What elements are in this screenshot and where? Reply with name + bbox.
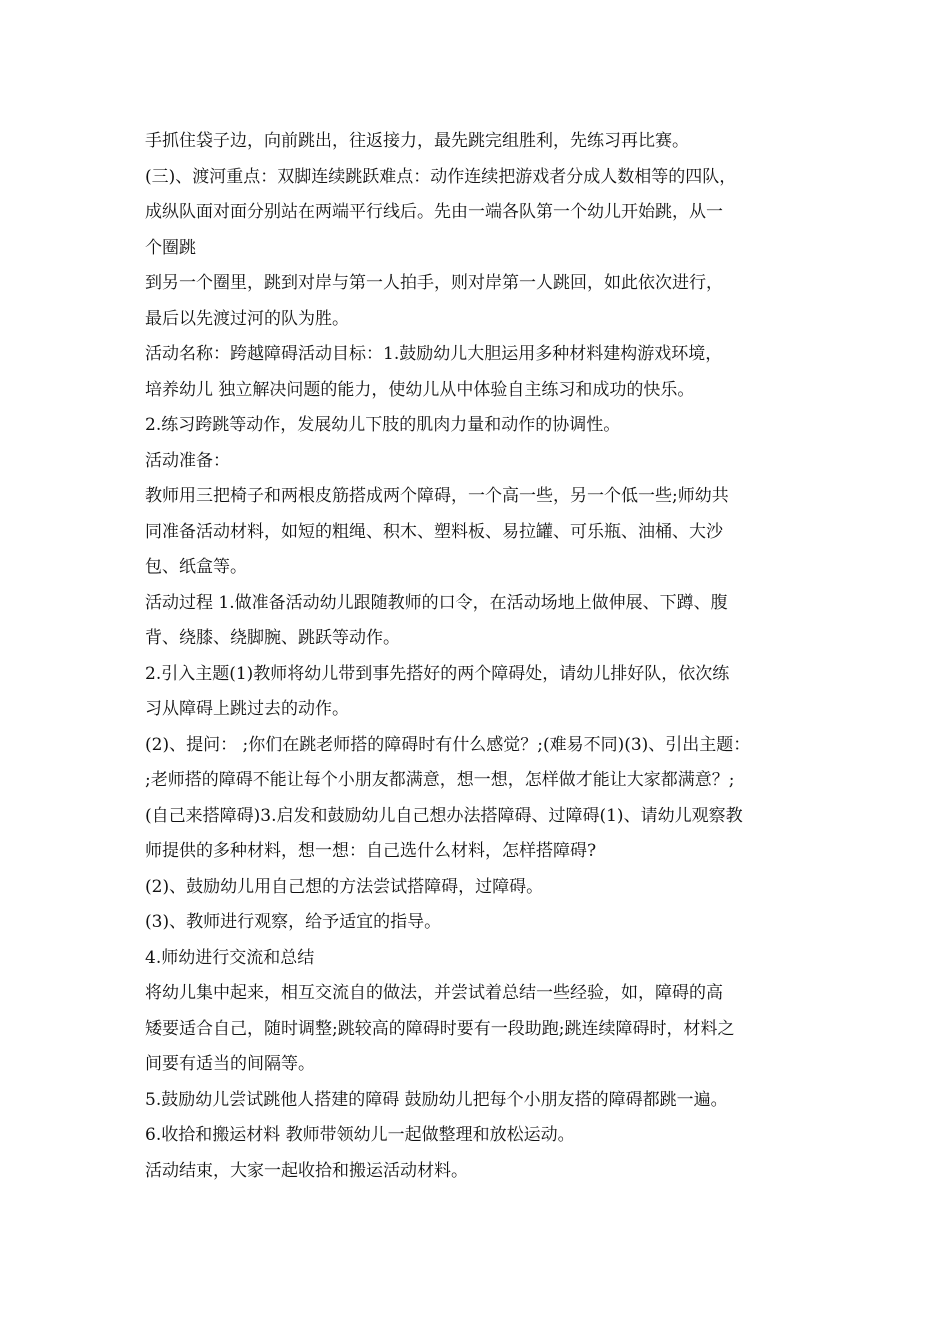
text-line: 包、纸盒等。 <box>145 557 247 577</box>
text-line: 间要有适当的间隔等。 <box>145 1054 315 1074</box>
text-line: 师提供的多种材料，想一想：自己选什么材料，怎样搭障碍? <box>145 841 597 861</box>
text-line: 同准备活动材料，如短的粗绳、积木、塑料板、易拉罐、可乐瓶、油桶、大沙 <box>145 521 723 542</box>
document-body <box>145 124 825 1189</box>
text-line: 培养幼儿 独立解决问题的能力，使幼儿从中体验自主练习和成功的快乐。 <box>145 379 695 400</box>
text-line: 活动结束，大家一起收拾和搬运活动材料。 <box>145 1160 468 1181</box>
text-line: 4.师幼进行交流和总结 <box>145 947 315 968</box>
text-line: 6.收拾和搬运材料 教师带领幼儿一起做整理和放松运动。 <box>145 1125 575 1145</box>
text-line: 习从障碍上跳过去的动作。 <box>145 699 349 719</box>
text-line: (自己来搭障碍)3.启发和鼓励幼儿自己想办法搭障碍、过障碍(1)、请幼儿观察教 <box>145 805 743 826</box>
text-line: 矮要适合自己，随时调整;跳较高的障碍时要有一段助跑;跳连续障碍时，材料之 <box>145 1018 735 1039</box>
text-line: 2.引入主题(1)教师将幼儿带到事先搭好的两个障碍处，请幼儿排好队，依次练 <box>145 663 730 684</box>
text-line: 教师用三把椅子和两根皮筋搭成两个障碍，一个高一些，另一个低一些;师幼共 <box>145 486 729 506</box>
text-line: 2.练习跨跳等动作，发展幼儿下肢的肌肉力量和动作的协调性。 <box>145 415 621 435</box>
text-line: 成纵队面对面分别站在两端平行线后。先由一端各队第一个幼儿开始跳，从一 <box>145 202 723 222</box>
text-line: (3)、教师进行观察，给予适宜的指导。 <box>145 912 442 932</box>
text-line: 到另一个圈里，跳到对岸与第一人拍手，则对岸第一人跳回，如此依次进行， <box>145 273 723 293</box>
text-line: 活动过程 1.做准备活动幼儿跟随教师的口令，在活动场地上做伸展、下蹲、腹 <box>145 592 728 613</box>
text-line: 手抓住袋子边，向前跳出，往返接力，最先跳完组胜利，先练习再比赛。 <box>145 131 689 151</box>
text-line: (2)、提问： ;你们在跳老师搭的障碍时有什么感觉？;(难易不同)(3)、引出主题： <box>145 734 751 755</box>
text-line: 最后以先渡过河的队为胜。 <box>145 308 349 329</box>
text-line: 个圈跳 <box>145 237 196 258</box>
text-line: ;老师搭的障碍不能让每个小朋友都满意，想一想，怎样做才能让大家都满意？; <box>145 770 735 790</box>
text-line: 活动名称：跨越障碍活动目标：1.鼓励幼儿大胆运用多种材料建构游戏环境， <box>145 344 723 364</box>
text-line: (2)、鼓励幼儿用自己想的方法尝试搭障碍，过障碍。 <box>145 876 544 897</box>
section-heading: 活动准备： <box>145 450 230 471</box>
text-line: 5.鼓励幼儿尝试跳他人搭建的障碍 鼓励幼儿把每个小朋友搭的障碍都跳一遍。 <box>145 1089 728 1110</box>
text-line: (三)、渡河重点：双脚连续跳跃难点：动作连续把游戏者分成人数相等的四队， <box>145 166 737 187</box>
text-line: 背、绕膝、绕脚腕、跳跃等动作。 <box>145 628 400 648</box>
text-line: 将幼儿集中起来，相互交流自的做法，并尝试着总结一些经验，如，障碍的高 <box>145 983 723 1003</box>
